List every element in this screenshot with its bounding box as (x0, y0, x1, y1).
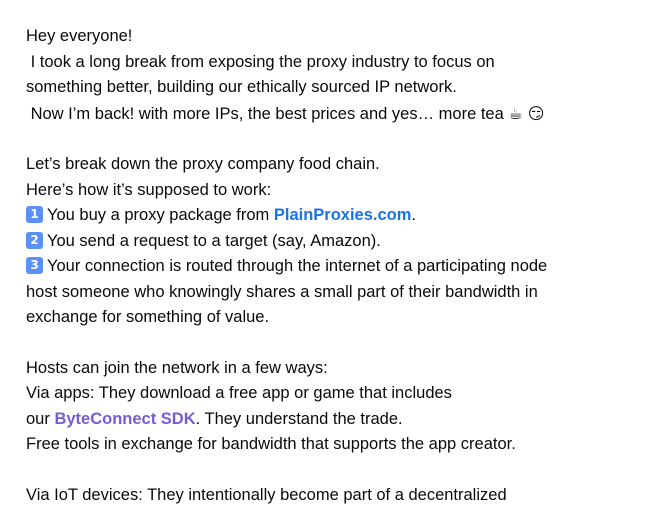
paragraph-spacer (26, 331, 622, 356)
list-item-step-1 (26, 203, 622, 229)
paragraph-intro (26, 24, 622, 127)
list-item-step-2 (26, 229, 622, 255)
text-segment: Your connection is routed through the internet of a participating node (47, 257, 547, 275)
paragraph-food-chain (26, 152, 622, 331)
tea-smirk-emoji: ☕ 😏 (508, 104, 544, 123)
plainproxies-link[interactable]: PlainProxies.com (274, 206, 412, 224)
text-line: I took a long break from exposing the proxy industry to focus on (26, 50, 622, 76)
text-segment: You buy a proxy package from (47, 206, 274, 224)
text-line: Via IoT devices: They intentionally become part of a decentralized (26, 483, 622, 508)
number-badge-1: 1 (26, 206, 43, 223)
text-segment: our (26, 410, 54, 428)
text-line: Free tools in exchange for bandwidth that supports the app creator. (26, 432, 622, 458)
text-line: Via apps: They download a free app or game that includes (26, 381, 622, 407)
list-item-step-3 (26, 254, 622, 280)
text-segment: . (411, 206, 416, 224)
text-segment: . They understand the trade. (196, 410, 403, 428)
text-line-with-emoji (26, 101, 622, 128)
text-line: Hey everyone! (26, 24, 622, 50)
text-line: something better, building our ethically sourced IP network. (26, 75, 622, 101)
text-line-with-link (26, 407, 622, 433)
text-line: Here’s how it’s supposed to work: (26, 178, 622, 204)
text-segment: You send a request to a target (say, Amazon). (47, 232, 381, 250)
text-line: Let’s break down the proxy company food chain. (26, 152, 622, 178)
paragraph-spacer (26, 458, 622, 483)
paragraph-hosts (26, 356, 622, 458)
text-segment: Now I’m back! with more IPs, the best prices and yes… more tea (26, 105, 508, 123)
paragraph-spacer (26, 127, 622, 152)
number-badge-3: 3 (26, 257, 43, 274)
paragraph-iot (26, 483, 622, 508)
text-line: host someone who knowingly shares a small part of their bandwidth in (26, 280, 622, 306)
byteconnect-sdk-link[interactable]: ByteConnect SDK (54, 410, 195, 428)
number-badge-2: 2 (26, 232, 43, 249)
text-line: exchange for something of value. (26, 305, 622, 331)
text-line: Hosts can join the network in a few ways: (26, 356, 622, 382)
